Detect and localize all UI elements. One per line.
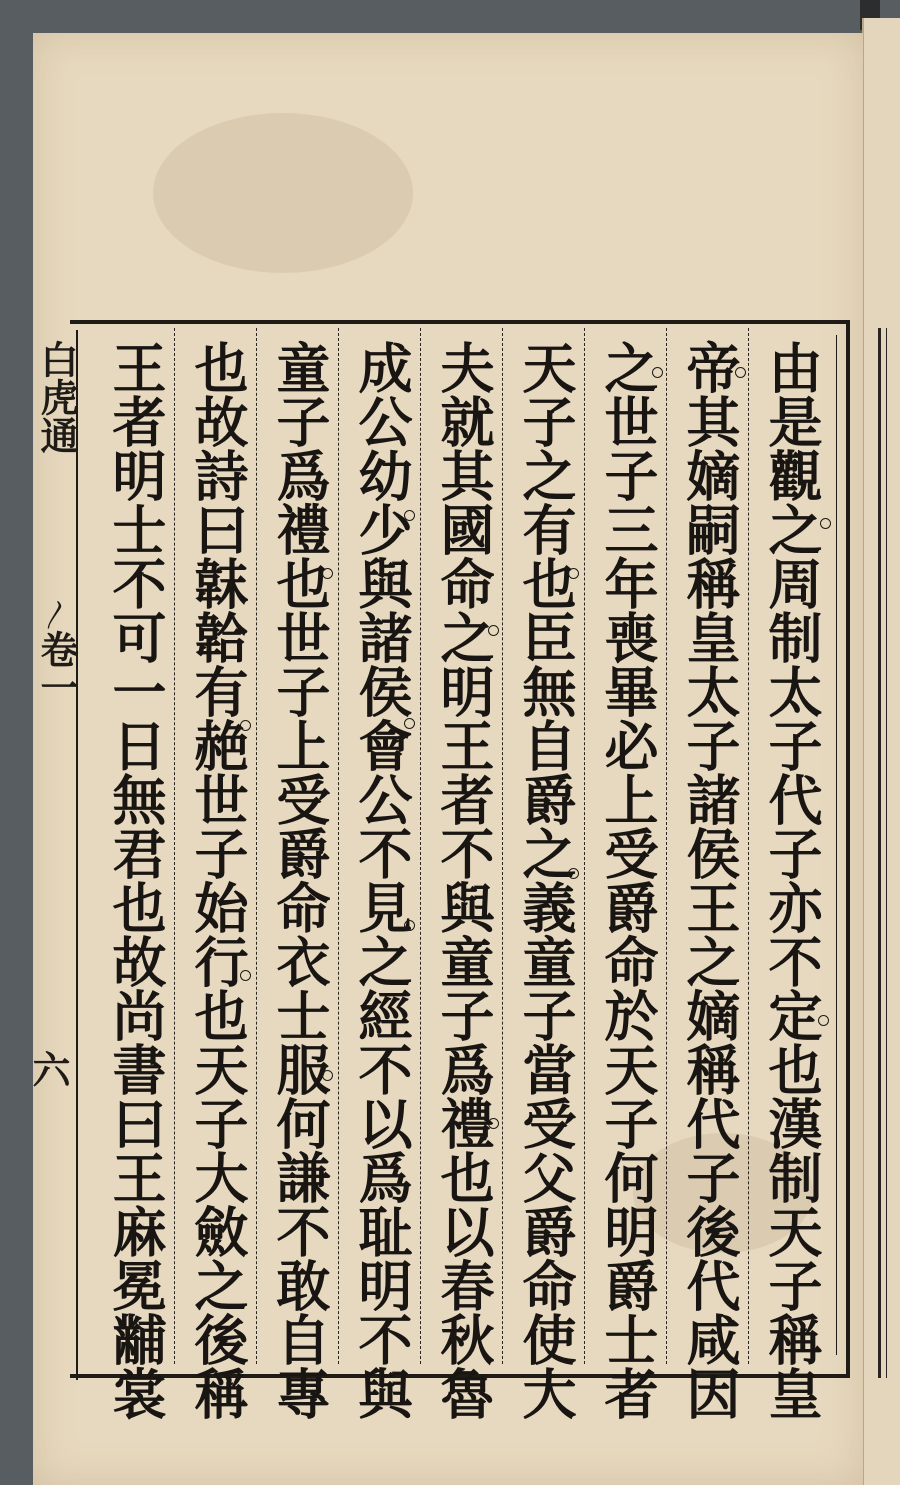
punctuation-mark: [322, 1070, 333, 1081]
column-divider: [338, 328, 339, 1364]
punctuation-mark: [322, 568, 333, 579]
text-column: 童子爲禮也世子上受爵命衣士服何謙不敢自專: [268, 340, 332, 1420]
fish-tail-mark: 〳: [41, 598, 71, 633]
punctuation-mark: [488, 625, 499, 636]
column-divider: [502, 328, 503, 1364]
text-column: 帝其嫡嗣稱皇太子諸侯王之嫡稱代子後代咸因: [678, 340, 742, 1420]
punctuation-mark: [735, 367, 746, 378]
punctuation-mark: [568, 568, 579, 579]
text-column: 由是觀之周制太子代子亦不定也漢制天子稱皇: [760, 340, 824, 1420]
column-divider: [256, 328, 257, 1364]
punctuation-mark: [404, 718, 415, 729]
punctuation-mark: [568, 868, 579, 879]
next-page-border-rule: [878, 328, 887, 1378]
text-column: 之世子三年喪畢必上受爵命於天子何明爵士者: [596, 340, 660, 1420]
text-column: 王者明士不可一日無君也故尚書曰王麻冕黼裳: [104, 340, 168, 1420]
next-page-edge: [862, 18, 900, 1485]
text-column: 成公幼少與諸侯會公不見之經不以爲耻明不與: [350, 340, 414, 1420]
punctuation-mark: [240, 970, 251, 981]
frame-inner-rule: [836, 335, 837, 1355]
punctuation-mark: [652, 367, 663, 378]
column-divider: [584, 328, 585, 1364]
column-divider: [420, 328, 421, 1364]
column-divider: [174, 328, 175, 1364]
punctuation-mark: [240, 720, 251, 731]
punctuation-mark: [818, 1015, 829, 1026]
text-column: 也故詩曰韎韐有赩世子始行也天子大斂之後稱: [186, 340, 250, 1420]
volume-label: 卷一: [34, 630, 79, 706]
page-number: 六: [26, 1050, 71, 1088]
text-column: 天子之有也臣無自爵之義童子當受父爵命使大: [514, 340, 578, 1420]
punctuation-mark: [404, 920, 415, 931]
punctuation-mark: [488, 1118, 499, 1129]
paper-stain: [153, 113, 413, 273]
punctuation-mark: [404, 510, 415, 521]
column-divider: [748, 328, 749, 1364]
fold-margin: [26, 330, 79, 1380]
book-title: 白虎通: [34, 340, 79, 454]
text-column: 夫就其國命之明王者不與童子爲禮也以春秋魯: [432, 340, 496, 1420]
column-divider: [666, 328, 667, 1364]
punctuation-mark: [820, 518, 831, 529]
